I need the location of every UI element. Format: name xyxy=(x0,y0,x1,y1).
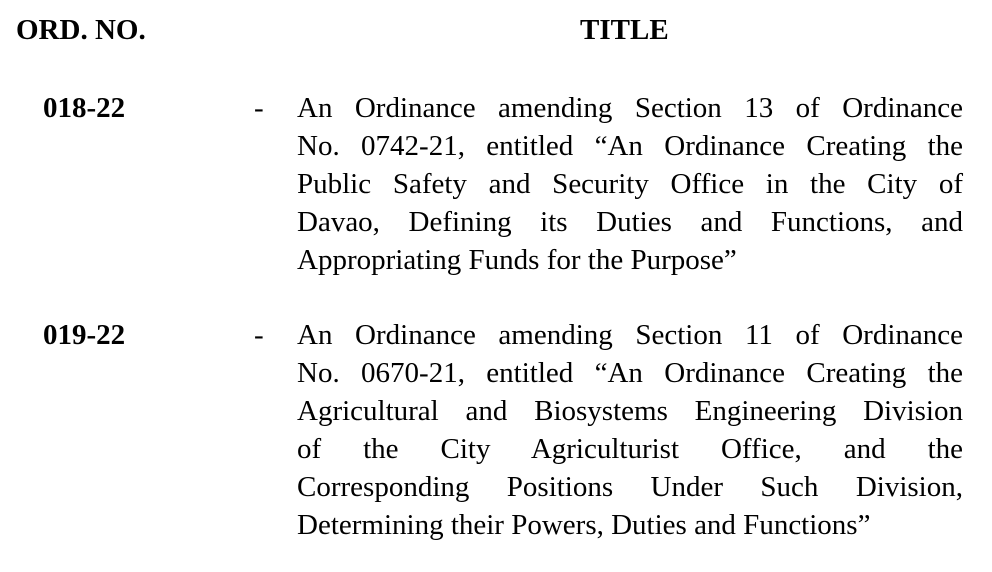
ordinance-title-line: Corresponding Positions Under Such Division, xyxy=(297,471,963,503)
ordinance-title-line: Appropriating Funds for the Purpose” xyxy=(297,244,737,276)
ordinance-number: 019-22 xyxy=(43,319,126,351)
title-column-header: TITLE xyxy=(580,14,669,46)
ordinance-title-line: An Ordinance amending Section 11 of Ordinance xyxy=(297,319,963,351)
ordinance-title-line: Agricultural and Biosystems Engineering Division xyxy=(297,395,963,427)
ordinance-number: 018-22 xyxy=(43,92,126,124)
ord-no-column-header: ORD. NO. xyxy=(16,14,146,46)
ordinance-title-line: An Ordinance amending Section 13 of Ordinance xyxy=(297,92,963,124)
ordinance-title xyxy=(297,316,963,544)
ordinance-title xyxy=(297,89,963,279)
ordinance-title-line: of the City Agriculturist Office, and the xyxy=(297,433,963,465)
ordinance-title-line: No. 0742-21, entitled “An Ordinance Creating the xyxy=(297,130,963,162)
separator-dash: - xyxy=(254,319,264,351)
ordinance-title-line: Davao, Defining its Duties and Functions, and xyxy=(297,206,963,238)
ordinance-title-line: Public Safety and Security Office in the City of xyxy=(297,168,963,200)
ordinance-title-line: No. 0670-21, entitled “An Ordinance Creating the xyxy=(297,357,963,389)
separator-dash: - xyxy=(254,92,264,124)
ordinance-title-line: Determining their Powers, Duties and Functions” xyxy=(297,509,871,541)
